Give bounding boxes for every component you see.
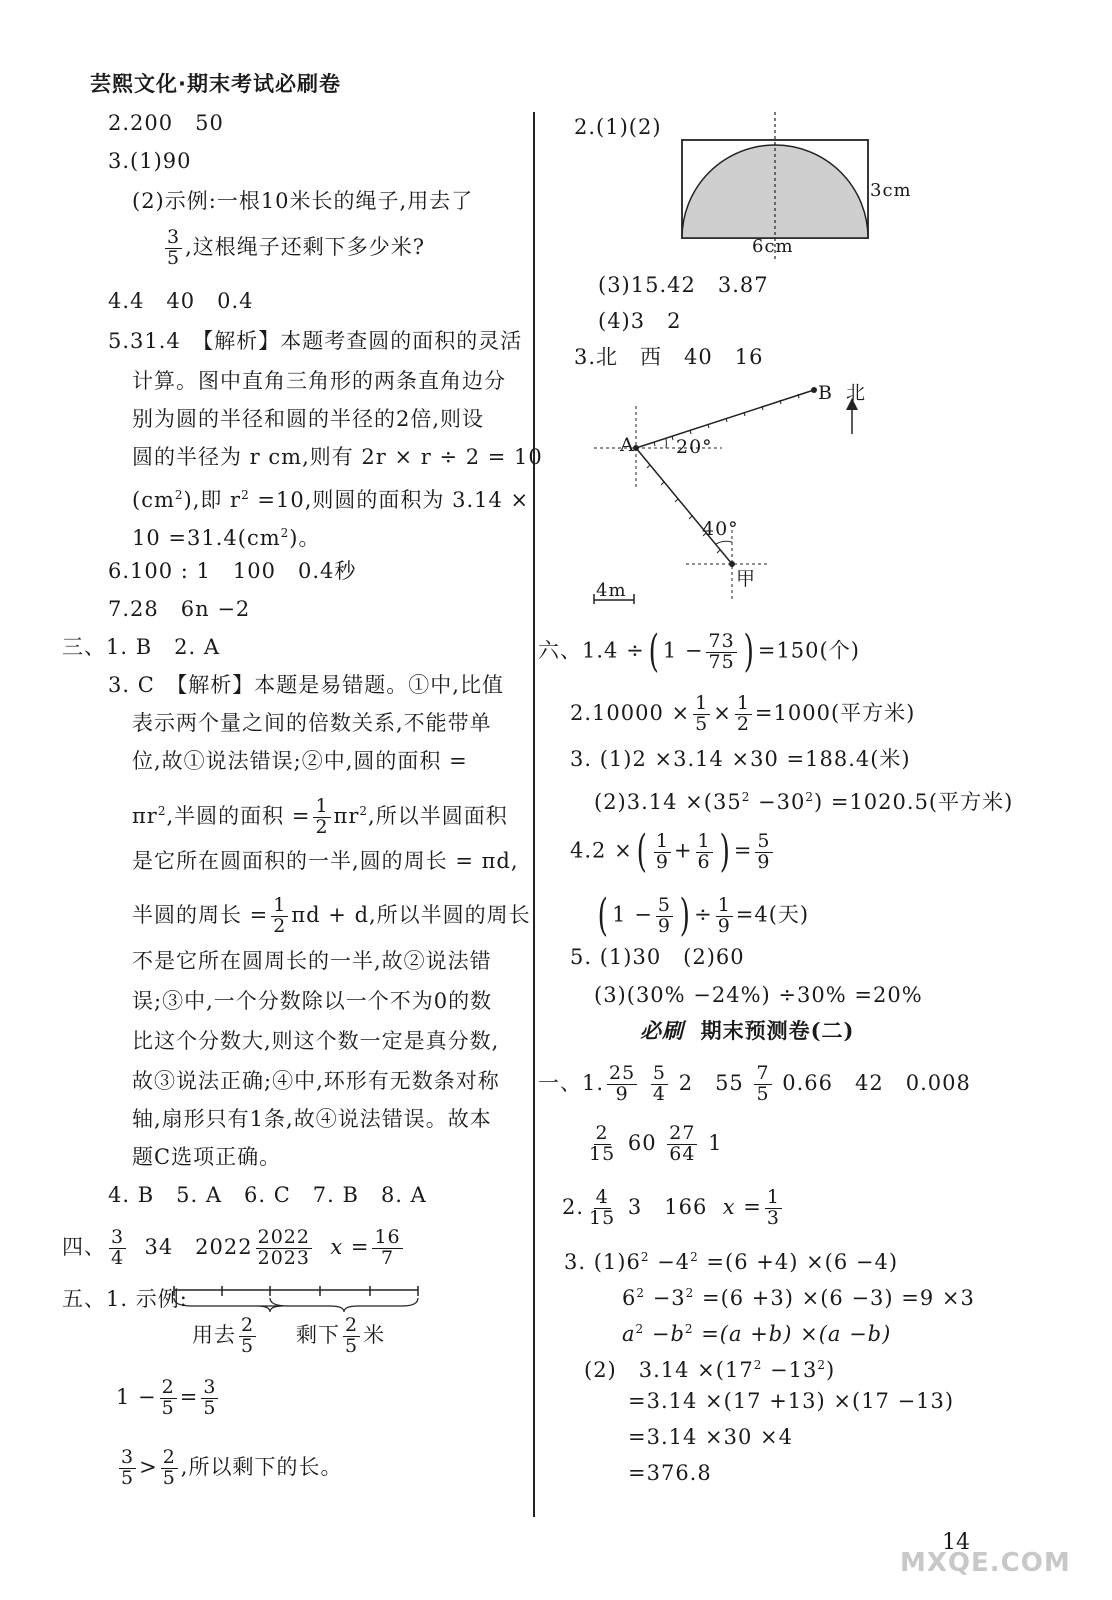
section-6-4a: 4.2 ×( $\frac{1}{9}$ + $\frac{1}{6}$ ) = $\frac{5}{9}$: [570, 826, 771, 877]
angle-20: 20°: [676, 436, 713, 458]
fraction-2-5: $\frac{2}{5}$: [345, 1314, 359, 1357]
section-6-1: 六、1.4 ÷( 1 − $\frac{73}{75}$ ) =150(个): [538, 626, 860, 677]
answer-r2-4: (4)3 2: [598, 309, 682, 333]
column-divider: [533, 112, 535, 1517]
exam2-q3f: =3.14 ×30 ×4: [628, 1425, 793, 1449]
fraction-1-6: $\frac{1}{6}$: [697, 829, 711, 873]
answer-5f: $10 =31.4(cm^2)$。: [132, 526, 321, 550]
angle-40: 40°: [702, 518, 739, 540]
answer-3-1: 3.(1)90: [108, 149, 192, 173]
north-label: 北: [846, 382, 867, 404]
dimension-width: 6cm: [752, 236, 794, 257]
fraction-2-5: $\frac{2}{5}$: [241, 1314, 255, 1357]
section-3-q3g: 不是它所在圆周长的一半,故②说法错: [132, 949, 492, 973]
fraction-1-2: $\frac{1}{2}$: [315, 795, 329, 838]
section-3-q3d: $\pi r^2$,半圆的面积 = $\frac{1}{2}$ $\pi r^2$,所以半圆面积: [132, 795, 508, 838]
fraction-2-5: $\frac{2}{5}$: [161, 1376, 175, 1419]
section-6-4b: ( 1 − $\frac{5}{9}$ ) ÷ $\frac{1}{9}$ =4(天): [597, 890, 810, 941]
fraction-1-2: $\frac{1}{2}$: [736, 692, 750, 735]
point-a: A: [620, 434, 635, 456]
answer-4: 4.4 40 0.4: [108, 289, 254, 313]
answer-r3: 3.北 西 40 16: [574, 345, 764, 369]
fraction-5-9: $\frac{5}{9}$: [657, 893, 671, 937]
fraction-3-5: $\frac{3}{5}$: [167, 226, 181, 269]
fraction-1-3: $\frac{1}{3}$: [766, 1186, 780, 1229]
answer-5a: 5.31.4 【解析】本题考查圆的面积的灵活: [108, 329, 523, 353]
section-5-label: 五、1. 示例:: [62, 1287, 188, 1311]
fraction-73-75: $\frac{73}{75}$: [708, 629, 735, 673]
section-3-q3j: 故③说法正确;④中,环形有无数条对称: [132, 1069, 500, 1093]
scale-label: 4m: [596, 580, 627, 601]
answer-r2-3: (3)15.42 3.87: [598, 273, 769, 297]
answer-5c: 别为圆的半径和圆的半径的2倍,则设: [132, 407, 485, 431]
fraction-3-4: $\frac{3}{4}$: [111, 1226, 125, 1269]
section-4: 四、 $\frac{3}{4}$ 34 2022 $\frac{2022}{2023}$ x = $\frac{16}{7}$: [62, 1226, 401, 1269]
fraction-1-9: $\frac{1}{9}$: [717, 893, 731, 937]
fraction-2-15: $\frac{2}{15}$: [589, 1122, 616, 1165]
section-5-compare: $\frac{3}{5}$ > $\frac{2}{5}$ ,所以剩下的长。: [121, 1446, 343, 1489]
section-6-3b: $(2)3.14 \times(35^2 -30^2) =1020.5$(平方米): [594, 790, 1014, 814]
point-jia: 甲: [736, 568, 757, 590]
answer-5b: 计算。图中直角三角形的两条直角边分: [132, 369, 506, 393]
section-3-q3h: 误;③中,一个分数除以一个不为0的数: [132, 989, 493, 1013]
watermark: MXQE.COM: [900, 1548, 1071, 1578]
fraction-5-9: $\frac{5}{9}$: [757, 829, 771, 873]
section-6-5b: (3)(30% −24%) ÷30% =20%: [594, 983, 923, 1007]
exam2-q3a: 3. $(1)6^2 -4^2 =(6 +4) \times(6 -4)$: [564, 1250, 899, 1274]
answer-3-2a: (2)示例:一根10米长的绳子,用去了: [132, 189, 474, 213]
section-3-q3c: 位,故①说法错误;②中,圆的面积 =: [132, 749, 468, 773]
exam2-q3e: =3.14 ×(17 +13) ×(17 −13): [628, 1389, 955, 1413]
page-header: 芸熙文化·期末考试必刷卷: [90, 72, 341, 96]
segment-diagram: [172, 1286, 422, 1316]
fraction-25-9: $\frac{25}{9}$: [609, 1062, 636, 1105]
answer-5d: 圆的半径为 r cm,则有 2r × r ÷ 2 = 10: [132, 445, 543, 469]
fraction-16-7: $\frac{16}{7}$: [374, 1226, 401, 1269]
section-3-q3k: 轴,扇形只有1条,故④说法错误。故本: [132, 1107, 492, 1131]
section-3-q3b: 表示两个量之间的倍数关系,不能带单: [132, 711, 492, 735]
fraction-4-15: $\frac{4}{15}$: [589, 1186, 616, 1229]
section-6-3a: 3. (1)2 ×3.14 ×30 =188.4(米): [570, 747, 911, 771]
exam2-q3b: $6^2 -3^2 =(6 +3) \times(6 -3) =9 \times 3$: [622, 1286, 975, 1310]
fraction-3-5: $\frac{3}{5}$: [121, 1446, 135, 1489]
section-3-q3e: 是它所在圆面积的一半,圆的周长 = πd,: [132, 849, 519, 873]
exam2-q3c: $a^2 -b^2 =(a +b) \times(a -b)$: [622, 1322, 892, 1346]
fraction-5-4: $\frac{5}{4}$: [652, 1062, 667, 1105]
answer-3-2b: $\frac{3}{5}$ ,这根绳子还剩下多少米?: [167, 226, 426, 269]
section-6-5a: 5. (1)30 (2)60: [570, 945, 745, 969]
exam2-q1b: $\frac{2}{15}$ 60 $\frac{27}{64}$ 1: [589, 1122, 723, 1165]
exam2-q3d: (2) $3.14 \times(17^2 -13^2)$: [584, 1358, 836, 1382]
section-3-q3l: 题C选项正确。: [132, 1145, 282, 1169]
fraction-1-5: $\frac{1}{5}$: [695, 692, 709, 735]
fraction-7-5: $\frac{7}{5}$: [756, 1062, 770, 1105]
fraction-2022-2023: $\frac{2022}{2023}$: [257, 1226, 310, 1269]
section-5-calc: 1 − $\frac{2}{5}$ = $\frac{3}{5}$: [116, 1376, 217, 1419]
answer-6: 6.100 : 1 100 0.4秒: [108, 559, 357, 583]
exam2-q2: 2. $\frac{4}{15}$ 3 166 x = $\frac{1}{3}$: [562, 1186, 780, 1229]
page-number: 14: [942, 1530, 970, 1555]
section-3-answers: 三、1. B 2. A: [62, 635, 221, 659]
answer-r2: 2.(1)(2): [574, 115, 662, 139]
exam2-q3g: =376.8: [628, 1461, 712, 1485]
answer-5e: $(cm^2)$,即 $r^2 =10$,则圆的面积为 3.14 ×: [132, 488, 530, 512]
section-3-more: 4. B 5. A 6. C 7. B 8. A: [108, 1183, 427, 1207]
point-b: B: [818, 382, 833, 404]
section-3-q3i: 比这个分数大,则这个数一定是真分数,: [132, 1029, 500, 1053]
section-3-q3f: 半圆的周长 = $\frac{1}{2}$ πd + d,所以半圆的周长: [132, 894, 531, 937]
answer-7: 7.28 6n −2: [108, 597, 251, 621]
dimension-height: 3cm: [870, 180, 912, 201]
section-6-2: 2.10000 × $\frac{1}{5}$ × $\frac{1}{2}$ =1000(平方米): [570, 692, 916, 735]
remain-label: 剩下 $\frac{2}{5}$ 米: [296, 1314, 386, 1357]
exam-title: 必刷 期末预测卷(二): [640, 1018, 855, 1043]
fraction-3-5: $\frac{3}{5}$: [203, 1376, 217, 1419]
section-3-q3a: 3. C 【解析】本题是易错题。①中,比值: [108, 673, 504, 697]
fraction-27-64: $\frac{27}{64}$: [669, 1122, 696, 1165]
fraction-2-5: $\frac{2}{5}$: [162, 1446, 176, 1489]
fraction-1-2: $\frac{1}{2}$: [273, 894, 287, 937]
answer-2: 2.200 50: [108, 111, 224, 135]
used-label: 用去 $\frac{2}{5}$: [192, 1314, 255, 1357]
fraction-1-9: $\frac{1}{9}$: [655, 829, 669, 873]
exam2-q1a: 一、1. $\frac{25}{9}$ $\frac{5}{4}$ 2 55 $\frac{7}{5}$ 0.66 42 0.008: [538, 1062, 971, 1105]
